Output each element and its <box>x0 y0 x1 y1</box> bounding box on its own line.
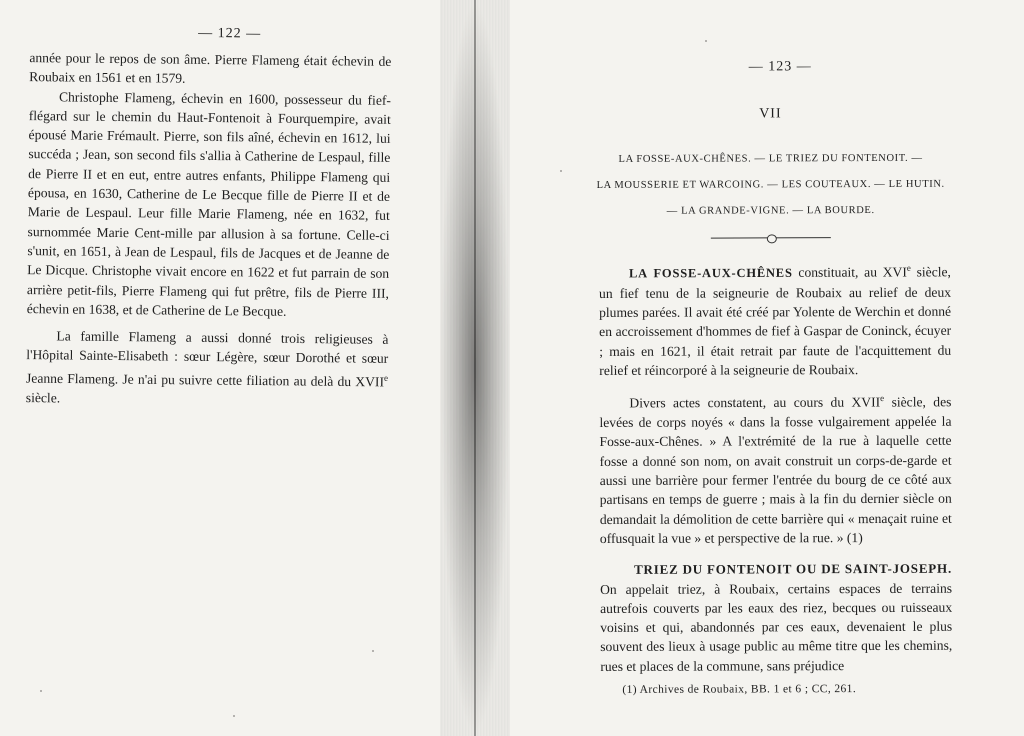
right-paragraph-2-b: siècle, des levées de corps noyés « dans la fosse vulgairement appelée la Fosse-aux-Chênes. » A l'extrémité de la rue à laquelle cette fosse a donné son nom, on avait construit un corps-de-garde et aussi une barrière pour fermer l'entrée du bourg de ce côté aux partisans en temps de guerre ; mais à la fin du dernier siècle on demandait la démolition de cette barrière qui « menaçait ruine et offusquait la vue » et perspective de la rue. » (1) <box>599 394 952 546</box>
chapter-number: VII <box>759 106 782 122</box>
left-page-number: — 122 — <box>198 25 262 42</box>
summary-line-1: LA FOSSE-AUX-CHÊNES. — LE TRIEZ DU FONTENOIT. — <box>618 152 923 165</box>
right-paragraph-3: On appelait triez, à Roubaix, certains espaces de terrains autrefois couverts par les eaux des riez, becques ou ruisseaux voisins et qui, abandonnés par ces eaux, devenaient le plus souvent des lieux à usage public au même titre que les chemins, rues et places de la commune, sans préjudice <box>600 580 953 674</box>
right-paragraph-2-a: Divers actes constatent, au cours du XVII <box>629 394 881 411</box>
left-page <box>20 0 420 406</box>
section-heading-triez: TRIEZ DU FONTENOIT OU DE SAINT-JOSEPH. <box>634 560 953 578</box>
superscript-e: e <box>906 262 911 273</box>
right-paragraph-1-b: siècle, un fief tenu de la seigneurie de Roubaix au relief de deux plumes parées. Il avait été créé par Yolente de Werchin et donné en accroissement d'hommes de fief à Gaspar de Coninck, écuyer ; mais en 1621, il était retrait par faute de l'acquittement du relief et réincorporé à la seigneurie de Roubaix. <box>598 264 952 378</box>
superscript-e: e <box>384 372 389 383</box>
book-spine-line <box>474 0 476 736</box>
right-paragraph-2 <box>599 389 952 548</box>
scan-speck <box>372 650 374 652</box>
superscript-e: e <box>880 393 885 404</box>
left-paragraph-3-text: La famille Flameng a aussi donné trois religieuses à l'Hôpital Sainte-Elisabeth : sœur Légère, sœur Dorothé et sœur Jeanne Flameng. Je n'ai pu suivre cette filiation au delà du XVII <box>25 328 389 390</box>
scan-speck <box>705 40 707 42</box>
chapter-summary <box>591 146 951 225</box>
ornamental-rule-dot <box>767 234 777 243</box>
left-paragraph-1: année pour le repos de son âme. Pierre Flameng était échevin de Roubaix en 1561 et en 1579. <box>29 50 392 87</box>
right-paragraph-1 <box>599 259 951 381</box>
left-paragraph-3 <box>26 326 389 411</box>
section-lead-fosse-aux-chenes: LA FOSSE-AUX-CHÊNES <box>628 265 793 281</box>
scan-speck <box>560 170 562 172</box>
summary-line-3: — LA GRANDE-VIGNE. — LA BOURDE. <box>666 205 875 217</box>
right-page-number: — 123 — <box>748 59 812 75</box>
right-page-text <box>599 259 952 676</box>
footnote: (1) Archives de Roubaix, BB. 1 et 6 ; CC, 261. <box>622 683 857 696</box>
scan-speck <box>233 715 235 717</box>
left-paragraph-2: Christophe Flameng, échevin en 1600, possesseur du fief-flégard sur le chemin du Haut-Fontenoit à Fourquempire, avait épousé Marie Frémault. Pierre, son fils aîné, échevin en 1612, lui succéda ; Jean, son second fils s'allia à Catherine de Lespaul, fille de Pierre II et en eut, entre autres enfants, Philippe Flameng qui épousa, en 1630, Catherine de Le Becque fille de Pierre II et de Marie de Lespaul. Leur fille Marie Flameng, née en 1632, fut surnommée Marie Cent-mille par allusion à sa fortune. Celle-ci s'unit, en 1651, à Jean de Lespaul, fils de Jacques et de Jeanne de Le Dicque. Christophe vivait encore en 1622 et fut parrain de son arrière petit-fils, Pierre Flameng qui fut prêtre, fils de Pierre III, échevin en 1638, et de Catherine de Le Becque. <box>26 89 392 319</box>
right-paragraph-1-a: constituait, au XVI <box>792 264 907 280</box>
summary-line-2: LA MOUSSERIE ET WARCOING. — LES COUTEAUX. — LE HUTIN. <box>596 178 945 191</box>
scan-speck <box>40 690 42 692</box>
left-page-text <box>26 48 392 411</box>
left-paragraph-3-end: siècle. <box>25 389 61 406</box>
